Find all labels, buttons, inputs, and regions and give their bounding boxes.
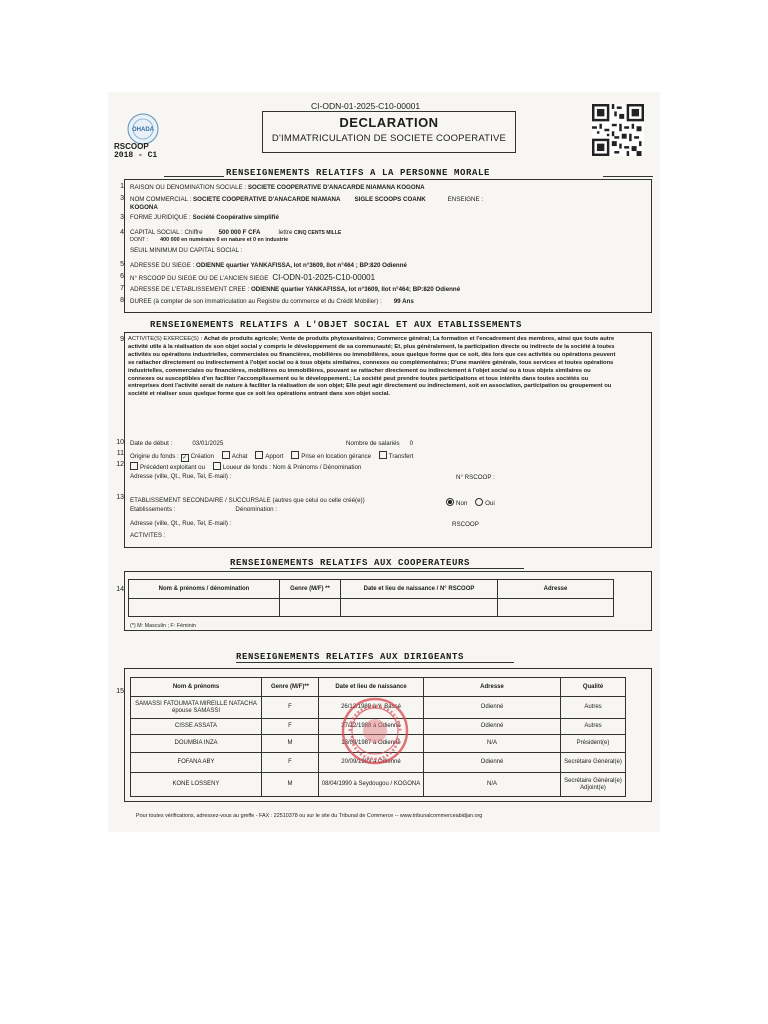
raison-sociale-field: RAISON OU DENOMINATION SOCIALE : SOCIETE COOPERATIVE D'ANACARDE NIAMANA KOGONA bbox=[130, 184, 425, 191]
reference-number: CI-ODN-01-2025-C10-00001 bbox=[311, 101, 421, 111]
cell-naissance: 27/12/1988 à Odienné bbox=[319, 719, 424, 735]
forme-juridique-field: FORME JURIDIQUE : Société Coopérative simplifié bbox=[130, 214, 279, 221]
non-radio[interactable] bbox=[446, 498, 454, 506]
svg-text:OHADA: OHADA bbox=[132, 127, 154, 133]
adresse-siege-field: ADRESSE DU SIEGE : ODIENNE quartier YANKAFISSA, lot n°3609, Ilot n°464 ; BP:820 Odienné bbox=[130, 262, 407, 269]
line-number: 6 bbox=[120, 273, 124, 280]
col-adresse: Adresse bbox=[498, 580, 614, 599]
secondaire-choice: Non Oui bbox=[446, 498, 495, 508]
cooperateurs-table bbox=[128, 579, 614, 617]
col-qualite: Qualité bbox=[561, 678, 626, 697]
cell-adresse: N/A bbox=[424, 773, 561, 797]
col-genre: Genre (M/F)** bbox=[262, 678, 319, 697]
empty-cell bbox=[341, 599, 498, 617]
cell-qualite: Président(e) bbox=[561, 735, 626, 753]
cell-naissance: 13/08/1987 à Odienné bbox=[319, 735, 424, 753]
rscoop-siege-field: N° RSCOOP DU SIEGE OU DE L'ANCIEN SIEGE CI-ODN-01-2025-C10-00001 bbox=[130, 273, 376, 282]
capital-dont-field: DONT : 400 000 en numéraire 0 en nature et 0 en industrie bbox=[130, 237, 289, 243]
line-number: 13 bbox=[116, 494, 124, 501]
etablissement-secondaire-field: ETABLISSEMENT SECONDAIRE / SUCCURSALE (autres que celui ou celle créé(e)) bbox=[130, 497, 365, 504]
line-number: 3 bbox=[120, 214, 124, 221]
rscoop-precedent-field: N° RSCOOP : bbox=[456, 474, 495, 481]
achat-checkbox[interactable] bbox=[222, 451, 230, 459]
cell-naissance: 08/04/1990 à Seydougou / KOGONA bbox=[319, 773, 424, 797]
cell-naissance: 20/09/1983 à Odienné bbox=[319, 753, 424, 773]
form-code: RSCOOP bbox=[114, 142, 149, 151]
line-number: 15 bbox=[116, 688, 124, 695]
form-version: 2018 - C1 bbox=[114, 151, 158, 160]
cell-genre: F bbox=[262, 697, 319, 719]
nom-commercial-field: NOM COMMERCIAL : SOCIETE COOPERATIVE D'ANACARDE NIAMANA SIGLE SCOOPS COANK ENSEIGNE : bbox=[130, 196, 484, 203]
line-number: 5 bbox=[120, 261, 124, 268]
oui-radio[interactable] bbox=[475, 498, 483, 506]
cell-nom: CISSE ASSATA bbox=[131, 719, 262, 735]
section-rule bbox=[236, 662, 514, 663]
cell-naissance: 26/12/1989 à Y. Bassé bbox=[319, 697, 424, 719]
cell-genre: M bbox=[262, 735, 319, 753]
line-number: 11 bbox=[116, 450, 124, 457]
cell-genre: M bbox=[262, 773, 319, 797]
col-nom: Nom & prénoms / dénomination bbox=[129, 580, 280, 599]
empty-cell bbox=[280, 599, 341, 617]
line-number: 1 bbox=[120, 183, 124, 190]
cell-nom: KONE LOSSENY bbox=[131, 773, 262, 797]
genre-legend: (*) M: Masculin ; F: Féminin bbox=[130, 623, 196, 629]
adresse-secondaire-field: Adresse (ville, Qt., Rue, Tel, E-mail) : bbox=[130, 520, 232, 527]
line-number: 14 bbox=[116, 586, 124, 593]
section-personne-morale-title: RENSEIGNEMENTS RELATIFS A LA PERSONNE MORALE bbox=[226, 168, 491, 178]
cell-genre: F bbox=[262, 753, 319, 773]
table-row bbox=[131, 773, 626, 797]
empty-cell bbox=[129, 599, 280, 617]
cell-qualite: Autres bbox=[561, 719, 626, 735]
cell-adresse: N/A bbox=[424, 735, 561, 753]
transfert-checkbox[interactable] bbox=[379, 451, 387, 459]
adresse-precedent-field: Adresse (ville, Qt., Rue, Tel, E-mail) : bbox=[130, 473, 232, 480]
qr-code bbox=[592, 104, 644, 156]
activites-paragraph: ACTIVITE(S) EXERCEE(S) : Achat de produits agricole; Vente de produits phytosanitaires; Commerce général; La formation et l'encadrement des membres, ainsi que toute autre activité utile à la réalisation de son objet social y compris le développement de sa communauté; Et, plus généralement, la participation directe ou indirecte de la société à toutes activités ou opérations industrielles, commerciales ou financières, mobilières ou immobilières, sous quelque forme que ce soit, dès lors que ces activités ou opérations peuvent se rattacher directement ou indirectement à l'objet social ou à tous objets similaires, connexes ou complémentaires; D'une manière générale, tous services et toutes opérations industrielles, commerciales ou financières, mobilières ou immobilières, pouvant se rattacher directement ou indirectement à l'objet social ou à tous objets similaires ou connexes ou susceptibles d'en faciliter l'accomplissement ou le développement.; La société peut prendre toutes participations et tous intérêts dans toutes sociétés ou entreprises dont l'activité serait de nature à faciliter la réalisation de son objet; Elle peut agir directement ou indirectement, soit en association, participation ou groupement ou société et réaliser sous quelque forme que ce soit les opérations entrant dans son objet social. bbox=[128, 336, 616, 398]
seuil-minimum-field: SEUIL MINIMUM DU CAPITAL SOCIAL : bbox=[130, 247, 243, 254]
capital-social-field: CAPITAL SOCIAL : Chiffre 500 000 F CFA lettre CINQ CENTS MILLE bbox=[130, 229, 342, 236]
loueur-fonds-checkbox[interactable] bbox=[213, 462, 221, 470]
line-number: 9 bbox=[120, 336, 124, 343]
cell-nom: FOFANA ABY bbox=[131, 753, 262, 773]
col-nom: Nom & prénoms bbox=[131, 678, 262, 697]
nombre-salaries-field: Nombre de salariés 0 bbox=[346, 440, 414, 447]
col-naissance: Date et lieu de naissance / N° RSCOOP bbox=[341, 580, 498, 599]
cell-adresse: Odienné bbox=[424, 719, 561, 735]
line-number: 4 bbox=[120, 229, 124, 236]
line-number: 3 bbox=[120, 195, 124, 202]
section-rule bbox=[164, 176, 224, 177]
ohada-logo bbox=[126, 112, 160, 146]
col-genre: Genre (M/F) ** bbox=[280, 580, 341, 599]
precedent-exploitant-field: Précédent exploitant ou Loueur de fonds : Nom & Prénoms / Dénomination bbox=[130, 462, 361, 472]
line-number: 10 bbox=[116, 439, 124, 446]
activites-secondaire-field: ACTIVITES : bbox=[130, 532, 166, 539]
origine-fonds-field: Origine du fonds : ✓ Création Achat Apport Prise en location gérance Transfert bbox=[130, 453, 414, 461]
cell-qualite: Secrétaire Général(e) bbox=[561, 753, 626, 773]
cell-adresse: Odienné bbox=[424, 753, 561, 773]
duree-field: DUREE (à compter de son immatriculation au Registre du commerce et du Crédit Mobilier) : 99 Ans bbox=[130, 298, 414, 305]
nom-commercial-continued: KOGONA bbox=[130, 204, 158, 211]
section-rule bbox=[603, 176, 653, 177]
line-number: 12 bbox=[116, 461, 124, 468]
etablissements-field: Etablissements : Dénomination : bbox=[130, 506, 278, 513]
empty-cell bbox=[498, 599, 614, 617]
col-adresse: Adresse bbox=[424, 678, 561, 697]
line-number: 7 bbox=[120, 285, 124, 292]
cell-nom: SAMASSI FATOUMATA MIREILLE NATACHA épouse SAMASSI bbox=[131, 697, 262, 719]
footer-note: Pour toutes vérifications, adressez-vous au greffe - FAX : 22510378 ou sur le site du Tribunal de Commerce -- www.tribunalcommerceabidjan.org bbox=[136, 813, 483, 819]
cell-genre: F bbox=[262, 719, 319, 735]
apport-checkbox[interactable] bbox=[255, 451, 263, 459]
section-rule bbox=[230, 568, 524, 569]
section-objet-social-title: RENSEIGNEMENTS RELATIFS A L'OBJET SOCIAL ET AUX ETABLISSEMENTS bbox=[150, 320, 523, 330]
date-debut-field: Date de début : 03/01/2025 bbox=[130, 440, 224, 447]
creation-checkbox[interactable]: ✓ bbox=[182, 455, 188, 461]
adresse-etablissement-field: ADRESSE DE L'ETABLISSEMENT CREE : ODIENNE quartier YANKAFISSA, lot n°3609, Ilot n°464; BP:820 Odienné bbox=[130, 286, 461, 293]
title-box bbox=[262, 111, 516, 153]
cell-nom: DOUMBIA INZA bbox=[131, 735, 262, 753]
official-stamp bbox=[340, 696, 410, 766]
section-dirigeants-title: RENSEIGNEMENTS RELATIFS AUX DIRIGEANTS bbox=[236, 652, 465, 662]
document-page bbox=[108, 92, 660, 832]
rscoop-secondaire-field: RSCOOP bbox=[452, 521, 479, 528]
document-title: DECLARATION bbox=[339, 115, 439, 130]
col-naissance: Date et lieu de naissance bbox=[319, 678, 424, 697]
precedent-exploitant-checkbox[interactable] bbox=[130, 462, 138, 470]
cell-adresse: Odienné bbox=[424, 697, 561, 719]
section-cooperateurs-title: RENSEIGNEMENTS RELATIFS AUX COOPERATEURS bbox=[230, 558, 471, 568]
document-subtitle: D'IMMATRICULATION DE SOCIETE COOPERATIVE bbox=[271, 133, 507, 144]
line-number: 8 bbox=[120, 297, 124, 304]
location-gerance-checkbox[interactable] bbox=[291, 451, 299, 459]
cell-qualite: Autres bbox=[561, 697, 626, 719]
cell-qualite: Secrétaire Général(e) Adjoint(e) bbox=[561, 773, 626, 797]
